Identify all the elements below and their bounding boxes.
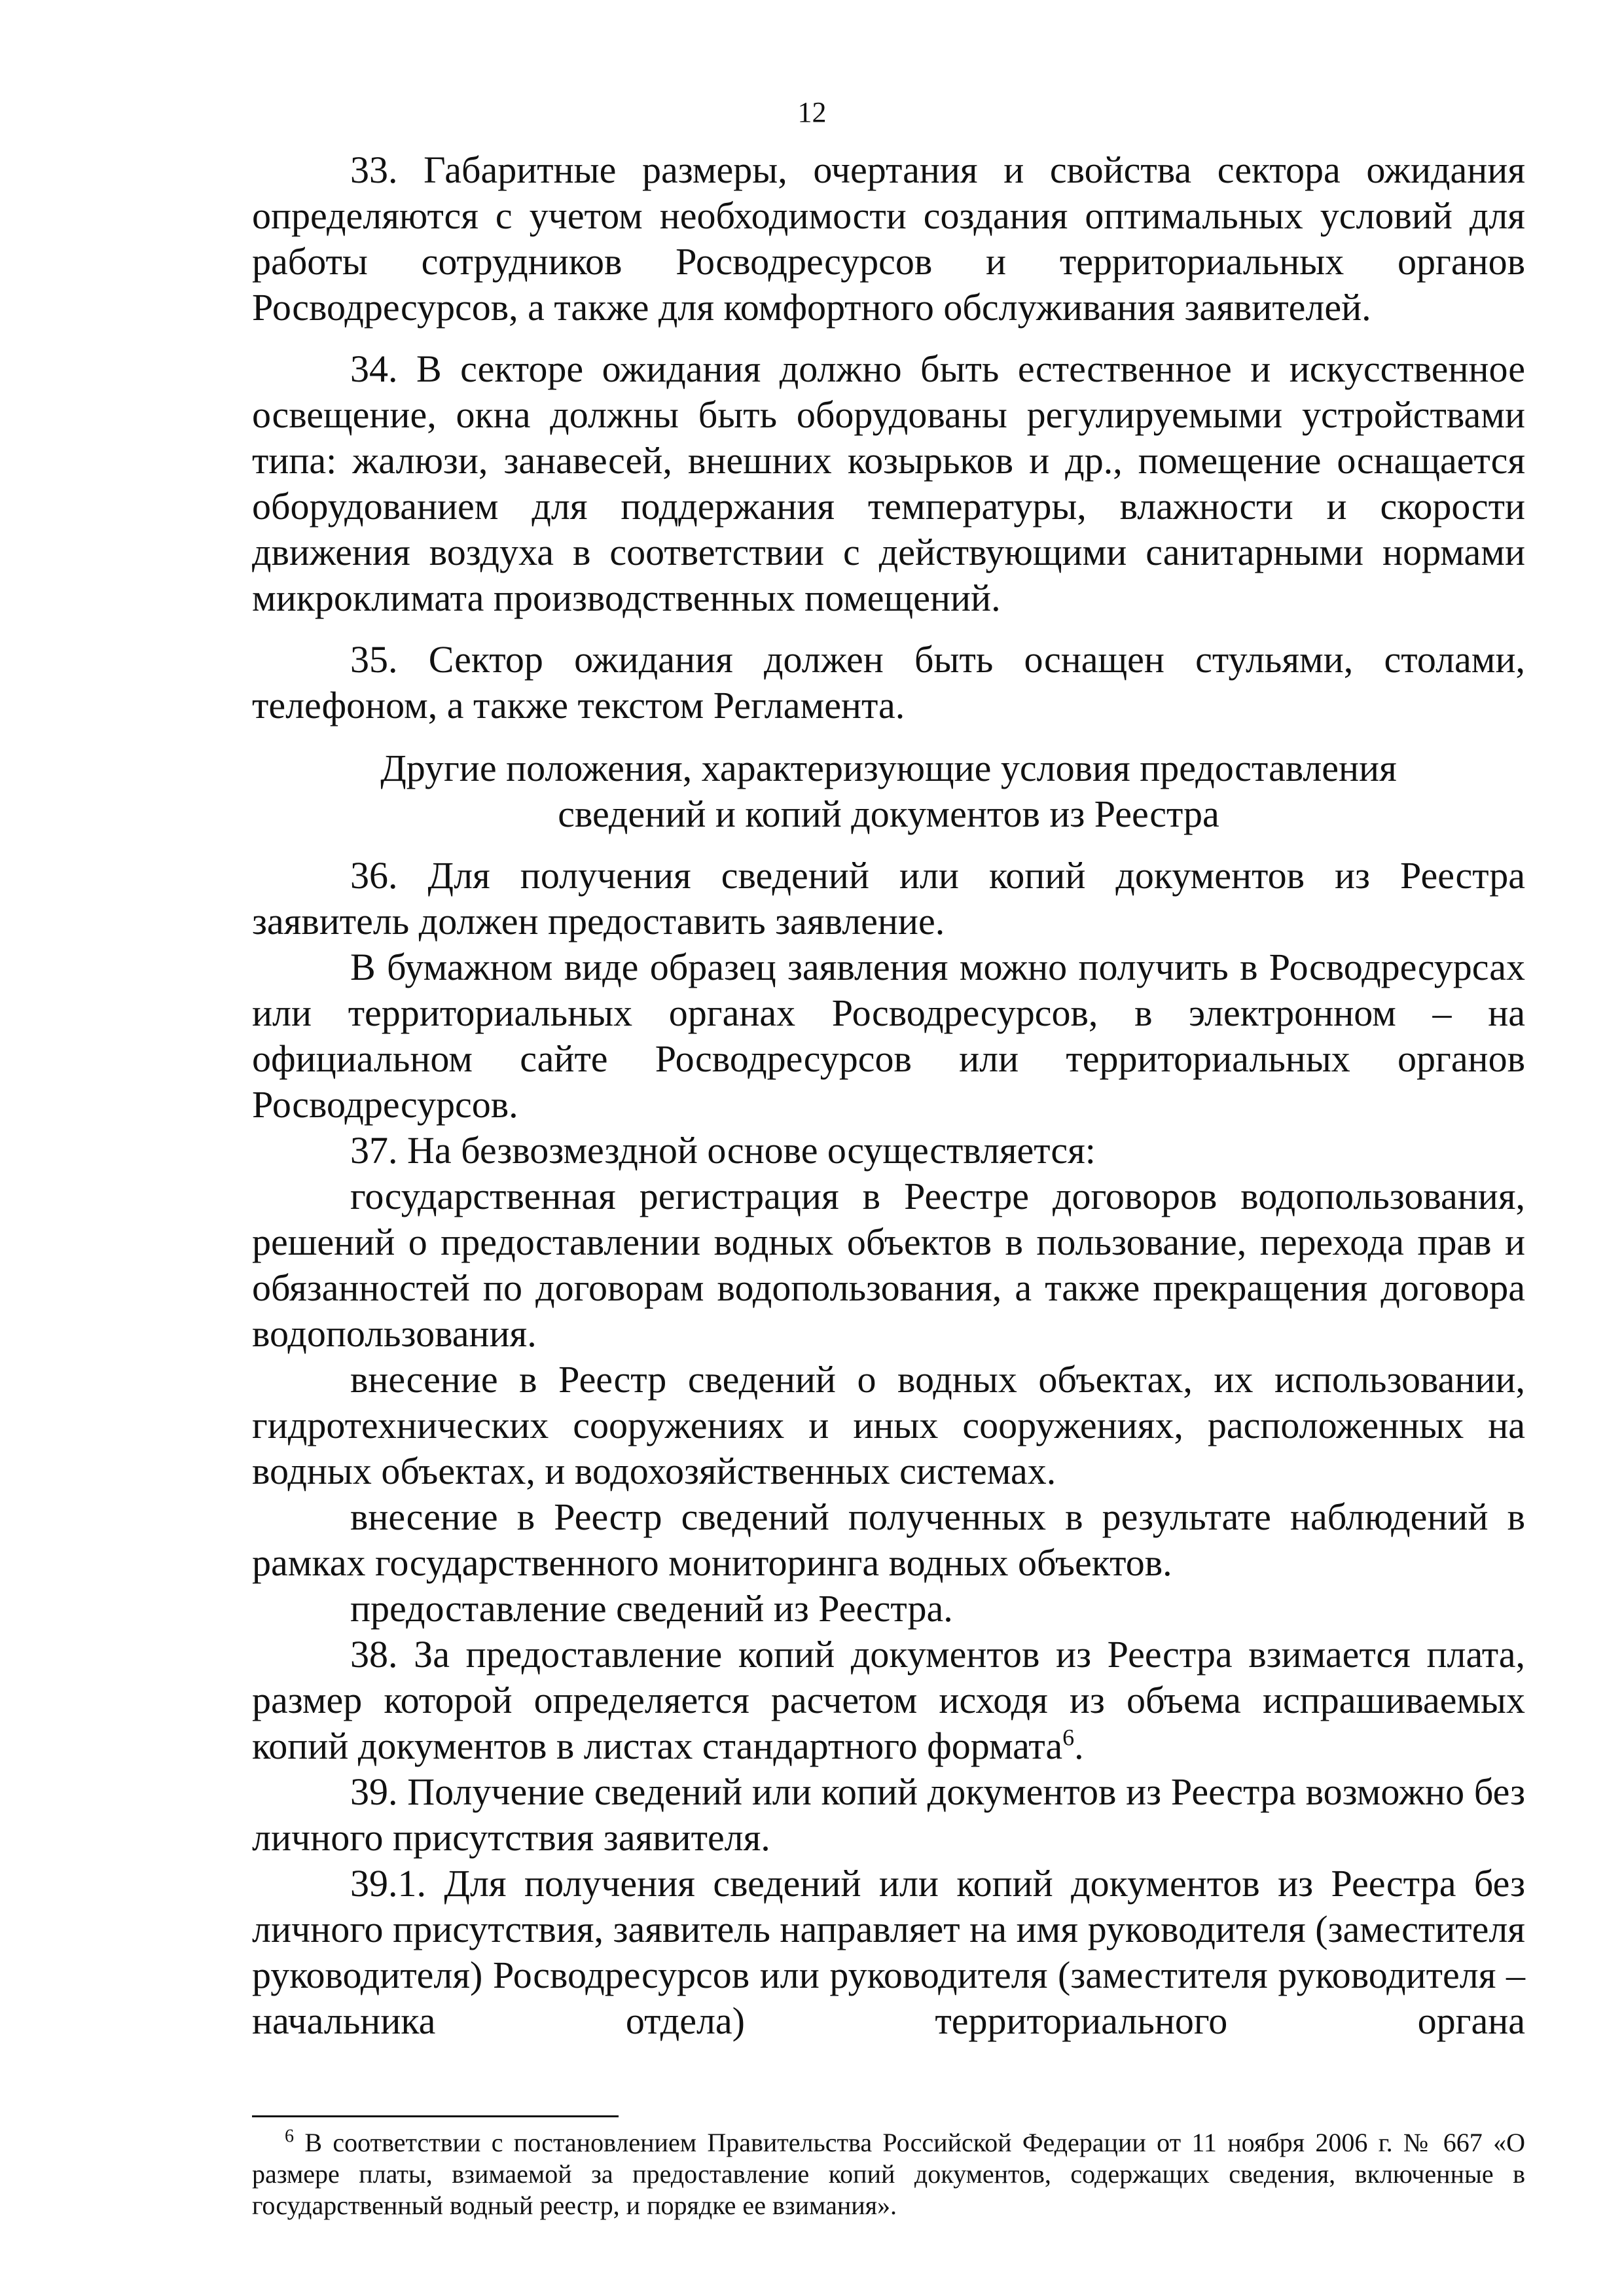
paragraph-34 (252, 346, 1525, 621)
paragraph-38-text: 38. За предоставление копий документов из Реестра взимается плата, размер которой определяется расчетом исходя из объема испрашиваемых копий документов в листах стандартного формата (252, 1633, 1525, 1767)
document-body (252, 147, 1525, 2044)
paragraph-37-item-water-objects: внесение в Реестр сведений о водных объектах, их использовании, гидротехнических сооружениях и иных сооружениях, расположенных на водных объектах, и водохозяйственных системах. (252, 1358, 1525, 1492)
footnote-6-text: В соответствии с постановлением Правительства Российской Федерации от 11 ноября 2006 г. № 667 «О размере платы, взимаемой за предоставление копий документов, содержащих сведения, включенные в государственный водный реестр, и порядке ее взимания». (252, 2128, 1525, 2220)
page-number: 12 (797, 96, 827, 128)
paragraph-36-sample: В бумажном виде образец заявления можно получить в Росводресурсах или территориальных органах Росводресурсов, в электронном – на официальном сайте Росводресурсов или территориальных органов Росводресурсов. (252, 946, 1525, 1126)
section-heading-line-2: сведений и копий документов из Реестра (558, 793, 1219, 835)
section-heading-line-1: Другие положения, характеризующие условия предоставления (380, 747, 1397, 789)
paragraph-38 (252, 1632, 1525, 1769)
footnote-separator (252, 2115, 619, 2117)
paragraph-38-period: . (1074, 1725, 1084, 1767)
paragraph-33-text: Габаритные размеры, очертания и свойства сектора ожидания определяются с учетом необходимости создания оптимальных условий для работы сотрудников Росводресурсов и территориальных органов Росводресурсов, а также для комфортного обслуживания заявителей. (252, 149, 1526, 329)
footnote-6 (252, 2127, 1525, 2221)
section-heading (252, 745, 1525, 837)
footnote-6-marker: 6 (285, 2126, 294, 2147)
paragraph-35-text: Сектор ожидания должен быть оснащен стульями, столами, телефоном, а также текстом Регламента. (252, 638, 1525, 726)
footnotes (252, 2127, 1525, 2221)
paragraph-37-item-registration: государственная регистрация в Реестре договоров водопользования, решений о предоставлении водных объектов в пользование, перехода прав и обязанностей по договорам водопользования, а также прекращения договора водопользования. (252, 1175, 1525, 1355)
paragraph-33-number: 33. (350, 149, 398, 191)
paragraph-35-number: 35. (350, 638, 398, 681)
paragraph-37: 37. На безвозмездной основе осуществляется: (350, 1129, 1096, 1172)
paragraph-35 (252, 637, 1525, 728)
paragraph-37-item-provision: предоставление сведений из Реестра. (350, 1587, 953, 1630)
paragraph-34-number: 34. (350, 348, 398, 390)
paragraph-36: 36. Для получения сведений или копий документов из Реестра заявитель должен предоставить заявление. (252, 854, 1525, 942)
footnote-reference-6[interactable]: 6 (1062, 1724, 1075, 1751)
paragraph-39-1: 39.1. Для получения сведений или копий документов из Реестра без личного присутствия, заявитель направляет на имя руководителя (заместителя руководителя) Росводресурсов или руководителя (заместителя руководителя – начальника отдела) территориального органа (252, 1862, 1525, 2042)
paragraph-34-text: В секторе ожидания должно быть естественное и искусственное освещение, окна должны быть оборудованы регулируемыми устройствами типа: жалюзи, занавесей, внешних козырьков и др., помещение оснащается оборудованием для поддержания температуры, влажности и скорости движения воздуха в соответствии с действующими санитарными нормами микроклимата производственных помещений. (252, 348, 1526, 619)
paragraph-37-item-monitoring: внесение в Реестр сведений полученных в результате наблюдений в рамках государственного мониторинга водных объектов. (252, 1496, 1525, 1584)
paragraph-39: 39. Получение сведений или копий документов из Реестра возможно без личного присутствия заявителя. (252, 1770, 1525, 1859)
paragraph-33 (252, 147, 1525, 331)
